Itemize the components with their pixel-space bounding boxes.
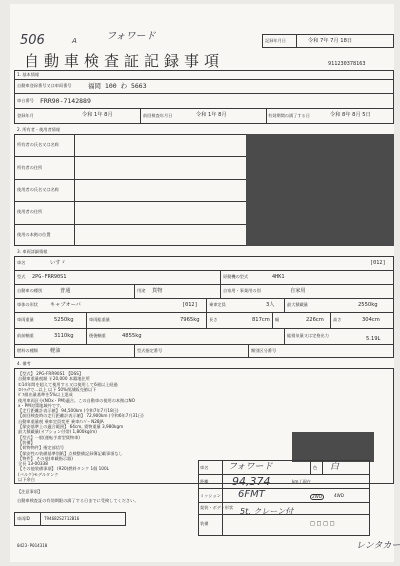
redacted-owner-info — [246, 134, 394, 246]
owner-row-label: 所有者の氏名又は名称 — [17, 142, 59, 148]
remarks-line: 【装備】 — [18, 439, 35, 445]
sticker-km-value: 94,374 — [232, 475, 271, 488]
width-value: 226cm — [306, 317, 324, 323]
remarks-line: 【その他装備事項】 (920)燃料タンク 1個 100L — [18, 466, 109, 472]
owner-row-label: 使用の本拠の位置 — [17, 231, 51, 237]
gross-weight-label: 車両総重量 — [89, 317, 110, 322]
remarks-line: 以下余白 — [18, 477, 35, 482]
remarks-line: 【荷物物件】指定部信号 — [18, 445, 65, 451]
section-4-heading: 4. 備考 — [17, 361, 31, 366]
body-shape-label: 車体の形状 — [17, 302, 38, 307]
remarks-line: ｶﾞｽ排出量基準を5%以上達成 — [18, 392, 73, 398]
model-label: 型式 — [17, 274, 26, 279]
sticker-equipment-value: 5t, クレーン付 — [240, 507, 294, 516]
model-value: 2PG-FRR90S1 — [32, 274, 67, 280]
footer-code: 0423-P014310 — [17, 543, 48, 548]
private-business-label: 自家用・事業用の別 — [223, 288, 261, 293]
remarks-line: (バルク)モデルタンク — [18, 471, 59, 477]
redacted-remarks — [292, 432, 374, 462]
gross-weight-value: 7965kg — [180, 317, 200, 323]
fuel-type-label: 燃料の種類 — [17, 348, 38, 353]
remarks-line: 自動車重量税 乗車定員変更 乗車ﾅﾝﾊﾞｰ N28JA — [18, 418, 104, 424]
fuel-type-value: 軽油 — [50, 348, 61, 354]
vehicle-kind-label: 自動車の種別 — [17, 288, 43, 293]
sticker-color-value: 白 — [330, 462, 340, 472]
notice-text: 自動車検査証の有効期限の満了する日までに受検してください。 — [17, 498, 139, 503]
remarks-line: 自動車重量税額 ￥20,000 本籍地住所 — [18, 376, 90, 382]
remarks-line: 最大積載量(オプション付帯) 1,800kg(m) — [18, 429, 97, 435]
sticker-car-label: 車名 — [200, 465, 209, 470]
vehicle-id-label: 車両ID — [17, 516, 30, 521]
sticker-transmission-label: ミッション — [200, 493, 221, 498]
inspection-certificate-sheet — [10, 4, 400, 562]
rear-axle-value: 4855kg — [122, 333, 142, 339]
reg-number-value: 福岡 100 わ 5663 — [88, 82, 147, 90]
owner-row-label: 使用者の住所 — [17, 209, 43, 215]
sticker-body-label: 架装・ボディ形状 — [200, 505, 234, 510]
class-number-label: 類別区分番号 — [251, 348, 277, 353]
remarks-line: x・PM対策地域外です。 — [18, 402, 64, 408]
private-business-value: 自家用 — [290, 288, 306, 294]
height-label: 高さ — [333, 317, 342, 322]
vehicle-id-value: T94682S2712B16 — [44, 516, 80, 521]
handwritten-rental-note: レンタカー — [356, 541, 400, 551]
first-registration-value: 令和 1年 8月 — [82, 112, 113, 118]
notice-title: 【注意事項】 — [17, 489, 43, 494]
expiry-value: 令和 8年 8月 5日 — [330, 112, 371, 118]
width-label: 幅 — [275, 317, 280, 322]
first-registration-label: 登録年月 — [17, 113, 34, 118]
handwritten-corner-number: 506 — [20, 33, 45, 48]
remarks-line: ②ﾄﾗｯｸで...以上 以下 50%削減販売値以下 — [18, 386, 97, 392]
owner-row-label: 使用者の氏名又は名称 — [17, 187, 59, 192]
previous-inspection-value: 令和 1年 8月 — [196, 112, 227, 118]
height-value: 304cm — [362, 317, 380, 323]
remarks-line: 【保安基準上の適合範囲】 64cm, 貨物重量 3,980kgm — [18, 424, 124, 429]
vehicle-kind-value: 普通 — [60, 288, 71, 294]
section-1-heading: 1. 基本情報 — [17, 72, 40, 77]
owner-row-label: 所有者の住所 — [17, 164, 43, 170]
sticker-km-unit: km / 現在 — [292, 479, 311, 484]
remarks-line: 【走行距離計表示値】 94,500km (令和7年7月18日) — [18, 408, 119, 414]
remarks-line: 【保安性の装備基準別紙】点検整備記録簿記載事項なし — [18, 450, 123, 456]
expiry-label: 有効期間の満了する日 — [268, 113, 310, 118]
issue-date-label: 記録年月日 — [265, 38, 286, 43]
remarks-line: 使用車両区分(NOx・PM)適合。この自動車の使用の本拠はNO — [18, 397, 135, 403]
remarks-line: ①14年間を超えて使用する又は使用して6週以上経過 — [18, 381, 118, 387]
max-load-value: 2550kg — [358, 302, 378, 308]
front-axle-value: 3110kg — [54, 333, 74, 339]
sticker-4wd: 4WD — [334, 493, 345, 498]
document-number: 911230378163 — [328, 61, 366, 67]
maker-value: いすゞ — [50, 260, 66, 266]
type-designation-label: 型式指定番号 — [137, 348, 163, 353]
vehicle-weight-label: 車両重量 — [17, 317, 34, 322]
capacity-label: 乗車定員 — [209, 302, 226, 307]
reg-number-label: 自動車登録番号又は車両番号 — [17, 83, 72, 88]
section-2-heading: 2. 所有者・使用者情報 — [17, 127, 61, 132]
vehicle-weight-value: 5250kg — [54, 317, 74, 323]
sticker-equipment-label: 装備 — [200, 521, 209, 526]
displacement-label: 総排気量又は定格出力 — [287, 333, 329, 338]
remarks-line: 【物件】 その他(車載指示器) — [18, 455, 73, 461]
length-value: 817cm — [252, 317, 270, 323]
handwritten-model-name: フォワード — [106, 31, 156, 42]
chassis-number-label: 車台番号 — [17, 98, 34, 103]
remarks-line: 全長 13-00338 — [18, 461, 48, 467]
remarks-line: 【型式】 2PG-FRR90S1 【DSS】 — [18, 371, 84, 376]
dealer-sticker — [198, 460, 370, 536]
sticker-car-value: フォワード — [228, 462, 273, 472]
sticker-color-label: 色 — [313, 465, 318, 470]
sticker-km-label: 距離 — [200, 479, 209, 484]
front-axle-label: 前前軸重 — [17, 333, 34, 338]
length-label: 長さ — [209, 317, 218, 322]
chassis-number-value: FRR90-7142889 — [40, 97, 91, 105]
rear-axle-label: 後後軸重 — [89, 333, 106, 338]
remarks-line: 【型式】一般(運転手席型貨物車) — [18, 434, 80, 440]
engine-model-value: 4HK1 — [272, 274, 285, 280]
max-load-label: 最大積載量 — [287, 302, 308, 307]
capacity-value: 3人 — [266, 302, 275, 308]
maker-code: [012] — [370, 260, 386, 266]
use-label: 用途 — [137, 288, 146, 293]
body-shape-value: キャブオーバ — [50, 302, 81, 308]
engine-model-label: 原動機の型式 — [223, 274, 249, 279]
sticker-transmission-value: 6FMT — [238, 489, 265, 500]
displacement-value: 5.19L — [366, 336, 381, 342]
body-shape-code: [012] — [182, 302, 198, 308]
sticker-option-boxes: □ □ □ □ — [310, 521, 335, 527]
sticker-2wd: 2WD — [312, 494, 323, 499]
previous-inspection-label: 前回検査年月日 — [143, 113, 173, 118]
maker-label: 車名 — [17, 260, 26, 265]
handwritten-mark-a: A — [72, 37, 77, 45]
section-3-heading: 3. 車両詳細情報 — [17, 249, 48, 254]
use-value: 貨物 — [152, 288, 163, 294]
issue-date-value: 令和 7年 7月 18日 — [308, 38, 353, 44]
remarks-line: 【前回検査時の走行距離計表示値】 72,900km (令和6年7月31日) — [18, 413, 144, 419]
page-title: 自動車検査証記録事項 — [24, 52, 225, 70]
